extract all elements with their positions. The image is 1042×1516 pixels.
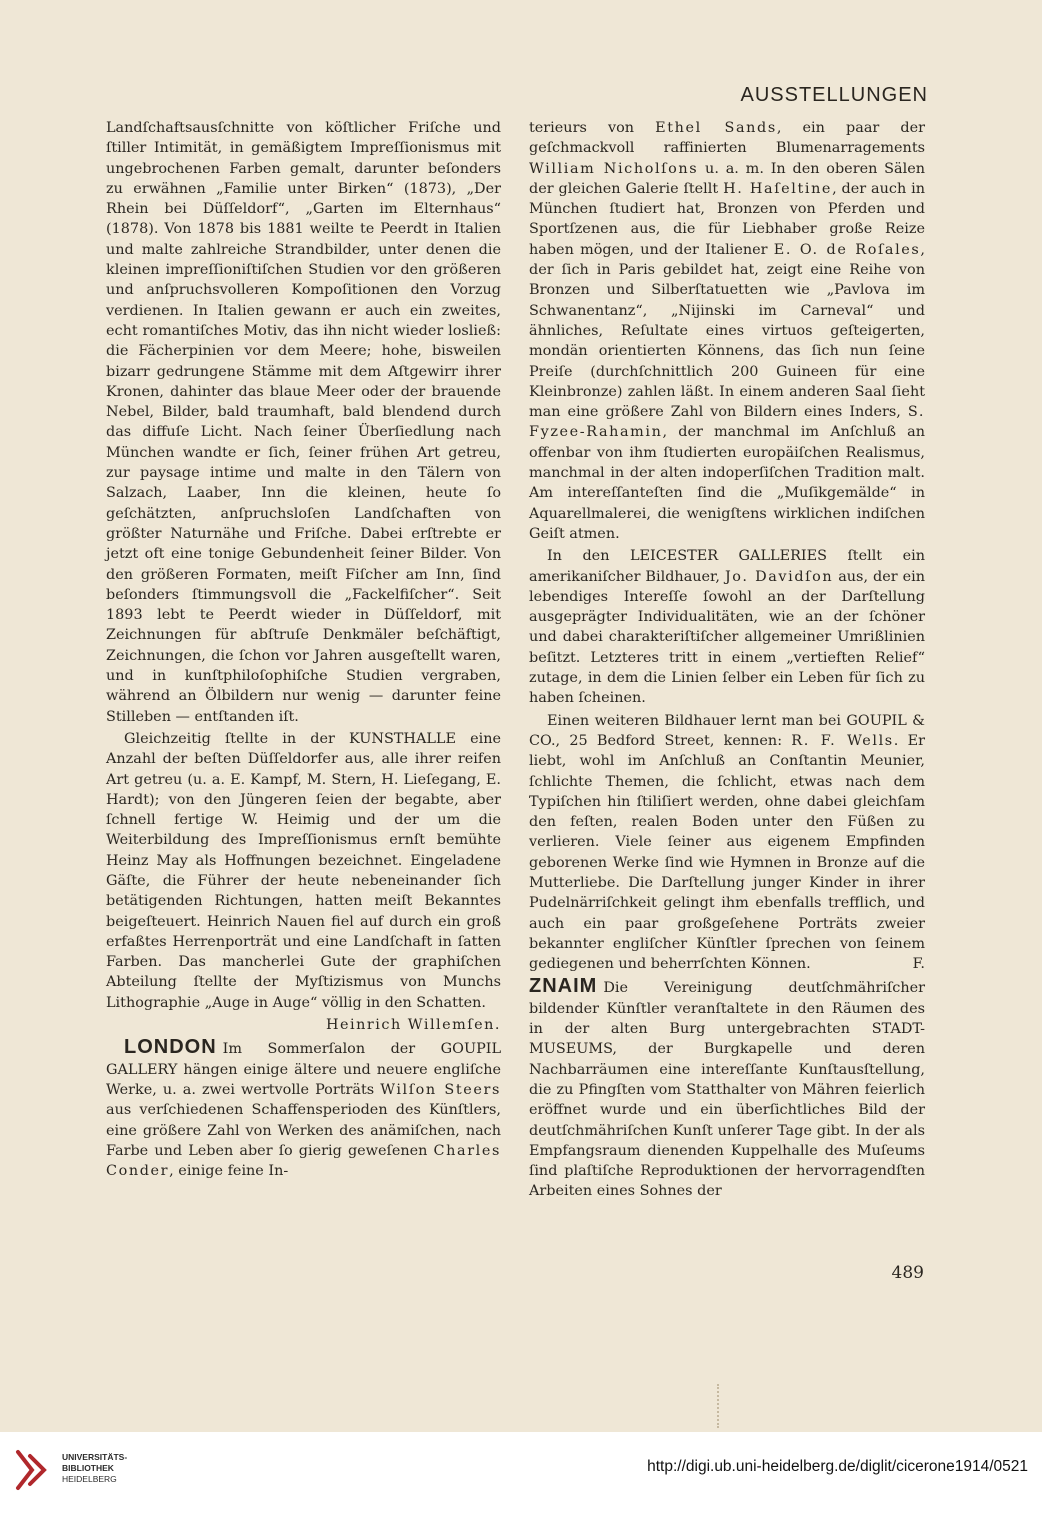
artist-name: Ethel Sands <box>655 120 777 136</box>
right-column <box>529 118 925 1202</box>
paragraph-te-peerdt: Landſchaftsausſchnitte von köſtlicher Friſche und ſtiller Intimität, in gemäßigtem Impreſſionismus mit ungebrochenen Farben gemalt, darunter beſonders zu erwähnen „Familie unter Birken“ (1873), „Der Rhein bei Düſſeldorf“, „Garten im Elternhaus“ (1878). Von 1878 bis 1881 weilte te Peerdt in Italien und malte zahlreiche Strandbilder, unter denen die kleinen impreſſioniſtiſchen Studien vor den größeren und anſpruchsvolleren Kompoſitionen den Vorzug verdienen. In Italien gewann er auch ein zweites, echt romantiſches Motiv, das ihn nicht wieder losließ: die Fächerpinien vor dem Meere; hohe, bisweilen bizarr gedrungene Stämme mit dem Aſtgewirr ihrer Kronen, dahinter das blaue Meer oder der brauende Nebel, Bilder, bald traumhaft, bald blendend durch das diffuſe Licht. Nach ſeiner Überſiedlung nach München wandte er ſich, ſeiner frühen Art getreu, zur paysage intime und malte in den Tälern von Salzach, Laaber, Inn die kleinen, heute ſo geſchätzten, anſpruchsloſen Landſchaften von größter Naturnähe und Friſche. Dabei erſtrebte er jetzt oft eine tonige Gebundenheit ſeiner Bilder. Von den größeren Formaten, meiſt Fiſcher am Inn, ſind beſonders ſtimmungsvoll die „Fackelfiſcher“. Seit 1893 lebt te Peerdt wieder in Düſſeldorf, mit Zeichnungen für abſtruſe Denkmäler beſchäftigt, Zeichnungen, die ſchon vor Jahren ausgeſtellt waren, und in kunſtphiloſophiſche Studien vergraben, während an Ölbildern nur wenig — darunter feine Stilleben — entſtanden iſt. <box>106 120 501 725</box>
artist-name: Charles Conder <box>106 1142 501 1180</box>
paragraph-kunsthalle: Gleichzeitig ſtellte in der KUNSTHALLE eine Anzahl der beſten Düſſeldorfer aus, alle ihrer reifen Art getreu (u. a. E. Kampf, M. Stern, H. Lieſegang, E. Hardt); von den Jüngeren ſeien der begabte, aber ſchnell fertige W. Heimig und der um die Weiterbildung des Impreſſionismus ernſt bemühte Heinz May als Hoffnungen bezeichnet. Eingeladene Gäſte, die Führer der heute nebeneinander ſich betätigenden Richtungen, hatten meiſt Bekanntes beigeſteuert. Heinrich Nauen fiel auf durch ein groß erfaßtes Herrenporträt und eine Landſchaft in ſatten Farben. Das mancherlei Gute der graphiſchen Abteilung ſtellte der Myſtizismus von Munchs Lithographie „Auge in Auge“ völlig in den Schatten. <box>106 730 501 1011</box>
author-signature: Heinrich Willemſen. <box>325 1017 501 1034</box>
artist-name: S. Fyzee-Rahamin <box>529 404 925 441</box>
paragraph-leicester: In den LEICESTER GALLERIES ſtellt ein amerikaniſcher Bildhauer, Jo. Davidſon aus, der ein lebendiges Intereſſe ſowohl an der Darſtellung ausgeprägter Individualitäten, wie an der ſchöner und dabei charakteriſtiſcher allgemeiner Umrißlinien beſitzt. Letzteres tritt in einem „vertieften Relief“ zutage, in dem die Linien ſelber ein Leben für ſich zu haben ſcheinen. <box>529 548 926 707</box>
artist-name: E. O. de Roſales <box>773 241 921 258</box>
artist-name: Wilſon Steers <box>380 1081 501 1098</box>
source-url-link[interactable]: http://digi.ub.uni-heidelberg.de/diglit/cicerone1914/0521 <box>647 1458 1028 1475</box>
artist-name: Jo. Davidſon <box>724 568 834 585</box>
university-library-logo-icon <box>12 1446 52 1496</box>
artist-name: H. Haſeltine <box>723 180 833 197</box>
footer-bar <box>0 1432 1042 1516</box>
paragraph-goupil: Einen weiteren Bildhauer lernt man bei GOUPIL & CO., 25 Bedford Street, kennen: R. F. Wells. Er liebt, wohl im Anſchluß an Conſtantin Meunier, ſchlichte Themen, die ſchlicht, etwas nach dem Typiſchen hin ſtiliſiert werden, ohne dabei gleichſam den feſten, realen Boden unter den Füßen zu verlieren. Viele ſeiner aus eigenem Empfinden geborenen Werke ſind wie Hymnen in Bronze auf die Mutterliebe. Die Darſtellung junger Kinder in ihrer Pudelnärriſchkeit gelingt ihm ebenfalls trefflich, und auch ein paar großgeſehene Porträts zweier bekannter engliſcher Künſtler ſprechen von ſeinem gediegenen und beherrſchten Können. F. <box>529 711 925 975</box>
znaim-heading: ZNAIM <box>529 975 598 998</box>
paragraph-london-continued: terieurs von Ethel Sands, ein paar der geſchmackvoll raffinierten Blumenarragements William Nicholſons u. a. m. In den oberen Sälen der gleichen Galerie ſtellt H. Haſeltine, der auch in München ſtudiert hat, Bronzen von Pferden und Sportſzenen aus, die für Liebhaber große Reize haben mögen, und der Italiener E. O. de Roſales, der ſich in Paris gebildet hat, zeigt eine Reihe von Bronzen und Silberſtatuetten wie „Pavlova im Schwanentanz“, „Nijinski im Carneval“ und ähnliches, Reſultate eines virtuos geſteigerten, mondän orientierten Könnens, das ſich nun ſeine Preiſe (durchſchnittlich 200 Guineen für eine Kleinbronze) zahlen läßt. In einem anderen Saal ſieht man eine größere Zahl von Bildern eines Inders, S. Fyzee-Rahamin, der manchmal im Anſchluß an offenbar von ihm ſtudierten europäiſchen Realismus, manchmal in der alten indoperſiſchen Tradition malt. Am intereſſanteſten ſind die „Muſikgemälde“ in Aquarellmalerei, die wenigſtens wirklichen indiſchen Geiſt atmen. <box>529 120 925 542</box>
left-column <box>106 118 501 1181</box>
author-initial: F. <box>912 956 925 973</box>
artist-name: R. F. Wells <box>791 732 894 749</box>
london-heading: LONDON <box>124 1036 217 1059</box>
fold-mark <box>717 1384 721 1428</box>
library-name: UNIVERSITÄTS- BIBLIOTHEK HEIDELBERG <box>62 1452 128 1484</box>
running-header: AUSSTELLUNGEN <box>740 84 928 106</box>
artist-name: William Nicholſons <box>529 160 699 177</box>
znaim-section: ZNAIM Die Vereinigung deutſchmähriſcher bildender Künſtler veranſtaltete in den Räumen des in der alten Burg untergebrachten STADT-MUSEUMS, der Burgkapelle und deren Nachbarräumen eine intereſſante Kunſtausſtellung, die zu Pfingſten vom Statthalter von Mähren feierlich eröffnet wurde und ein überſichtliches Bild der deutſchmähriſchen Kunſt unſerer Tage gibt. In der als Empfangsraum dienenden Kuppelhalle des Muſeums ſind plaſtiſche Reproduktionen der hervorragendſten Arbeiten eines Sohnes der <box>529 975 925 1200</box>
page-number: 489 <box>891 1263 924 1283</box>
london-section: LONDON Im Sommerſalon der GOUPIL GALLERY hängen einige ältere und neuere engliſche Werke, u. a. zwei wertvolle Porträts Wilſon Steers aus verſchiedenen Schaffensperioden des Künſtlers, eine größere Zahl von Werken des anämiſchen, nach Farbe und Leben aber ſo gierig geweſenen Charles Conder, einige feine In- <box>106 1036 501 1180</box>
